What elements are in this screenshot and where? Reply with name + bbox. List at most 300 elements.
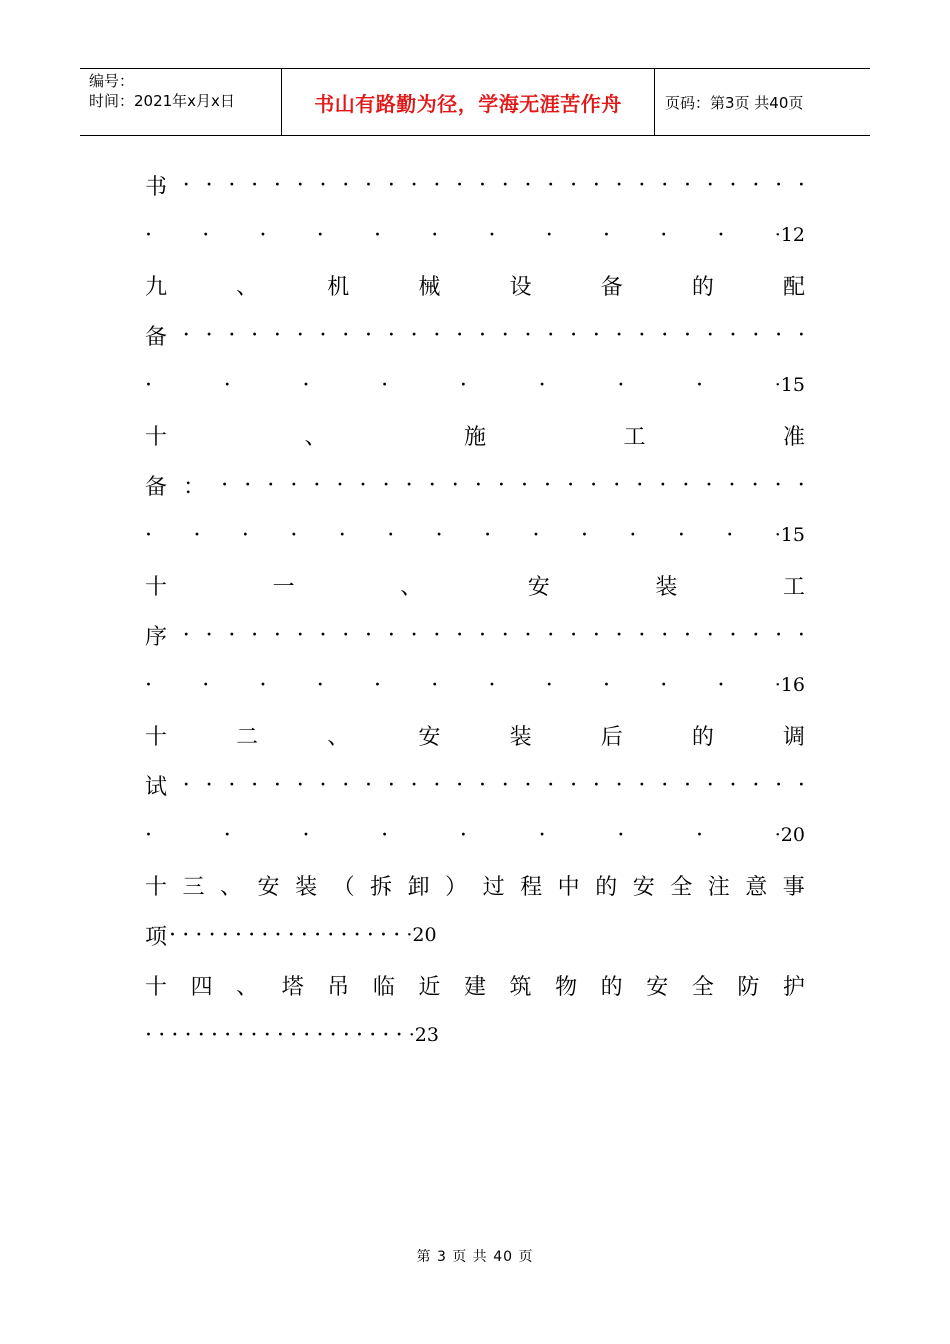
toc-leader-dot: · xyxy=(205,172,213,198)
toc-leader-dot: · xyxy=(353,922,361,948)
toc-leader-dot: · xyxy=(182,172,190,198)
toc-char: 安 xyxy=(632,874,655,900)
toc-leader-dot: · xyxy=(547,172,555,198)
toc-leader-dot: · xyxy=(259,222,267,248)
toc-leader-dot: · xyxy=(319,622,327,648)
toc-leader-dot: · xyxy=(797,172,805,198)
toc-line xyxy=(145,510,805,560)
toc-leader-dot: · xyxy=(474,472,482,498)
toc-leader-dot: · xyxy=(613,472,621,498)
toc-leader-dot: · xyxy=(501,322,509,348)
toc-leader-dot: · xyxy=(729,622,737,648)
toc-char: 调 xyxy=(782,724,805,750)
toc-leader-dot: · xyxy=(182,322,190,348)
toc-leader-dot: · xyxy=(329,1022,337,1048)
toc-leader-dot: · xyxy=(478,622,486,648)
toc-page-number: ·15 xyxy=(774,524,805,546)
toc-leader-dot: · xyxy=(545,672,553,698)
toc-leader-dot: · xyxy=(752,622,760,648)
toc-leader-dot: · xyxy=(478,172,486,198)
toc-leader-dot: · xyxy=(182,772,190,798)
toc-leader-dot: · xyxy=(393,922,401,948)
toc-leader-dot: · xyxy=(478,322,486,348)
page-footer xyxy=(0,1246,950,1266)
toc-leader-dot: · xyxy=(342,322,350,348)
toc-leader-dot: · xyxy=(202,672,210,698)
toc-leader-dot: · xyxy=(603,672,610,698)
toc-leader-dot: · xyxy=(683,772,691,798)
toc-leader-dot: · xyxy=(228,772,236,798)
toc-leader-dot: · xyxy=(182,922,190,948)
toc-leader-dot: · xyxy=(365,322,373,348)
toc-leader-dot: · xyxy=(797,322,805,348)
toc-leader-dot: · xyxy=(267,472,275,498)
toc-leader-dot: · xyxy=(706,622,714,648)
toc-leader-dot: · xyxy=(547,622,555,648)
toc-leader-dot: · xyxy=(195,922,203,948)
toc-leader-dot: · xyxy=(359,472,367,498)
toc-char: 工 xyxy=(782,574,805,600)
toc-leader-dot: · xyxy=(661,622,669,648)
toc-leader-dot: · xyxy=(752,172,760,198)
toc-leader-dot: · xyxy=(261,922,269,948)
toc-char: 二 xyxy=(236,724,259,750)
toc-char: 序 xyxy=(145,624,168,650)
toc-line xyxy=(145,560,805,610)
toc-leader-dot: · xyxy=(677,522,685,548)
toc-leader-dot: · xyxy=(751,472,759,498)
toc-leader-dot: · xyxy=(273,322,281,348)
toc-leader-dot: · xyxy=(365,172,373,198)
toc-char: 机 xyxy=(327,274,350,300)
toc-leader-dot: · xyxy=(316,222,324,248)
toc-char: ） xyxy=(445,874,468,900)
toc-char: 安 xyxy=(527,574,550,600)
toc-char: 筑 xyxy=(509,974,532,1000)
toc-leader-dot: · xyxy=(380,922,388,948)
toc-leader-dot: · xyxy=(497,472,505,498)
toc-leader-dot: · xyxy=(405,472,413,498)
toc-leader-dot: · xyxy=(237,1022,245,1048)
toc-line xyxy=(145,410,805,460)
toc-leader-dot: · xyxy=(501,772,509,798)
toc-leader-dot: · xyxy=(615,172,623,198)
toc-char: 程 xyxy=(520,874,543,900)
toc-leader-dot: · xyxy=(451,472,459,498)
toc-char: 装 xyxy=(655,574,678,600)
toc-leader-dot: · xyxy=(248,922,256,948)
toc-leader-dot: · xyxy=(428,472,436,498)
toc-leader-dot: · xyxy=(729,322,737,348)
toc-leader-dot: · xyxy=(797,622,805,648)
header-info-cell xyxy=(80,69,282,135)
toc-char: 的 xyxy=(691,274,714,300)
toc-char: 安 xyxy=(257,874,280,900)
toc-leader-dot: · xyxy=(287,922,295,948)
toc-leader-dot: · xyxy=(273,772,281,798)
toc-leader-dot: · xyxy=(775,172,783,198)
toc-char: ： xyxy=(183,474,206,500)
toc-char: 过 xyxy=(482,874,505,900)
toc-line xyxy=(145,160,805,210)
toc-leader-dot: · xyxy=(775,772,783,798)
toc-char: 项 xyxy=(145,924,168,950)
toc-char: 近 xyxy=(418,974,441,1000)
toc-page-number: ·20 xyxy=(774,824,805,846)
toc-char: 、 xyxy=(220,874,243,900)
toc-leader-dot: · xyxy=(717,672,725,698)
toc-leader-dot: · xyxy=(387,322,395,348)
toc-leader-dot: · xyxy=(273,622,281,648)
toc-leader-dot: · xyxy=(274,922,282,948)
header-page-label: 页码：第3页 共40页 xyxy=(665,93,804,112)
toc-leader-dot: · xyxy=(706,172,714,198)
header-motto-cell xyxy=(282,69,655,135)
table-of-contents xyxy=(145,160,805,1060)
toc-leader-dot: · xyxy=(660,672,668,698)
toc-leader-dot: · xyxy=(696,822,704,848)
toc-char: 安 xyxy=(418,724,441,750)
toc-leader-dot: · xyxy=(342,622,350,648)
toc-leader-dot: · xyxy=(488,672,496,698)
toc-leader-dot: · xyxy=(145,672,152,698)
toc-leader-dot: · xyxy=(395,1022,403,1048)
toc-leader-dot: · xyxy=(387,172,395,198)
toc-leader-dot: · xyxy=(545,222,553,248)
toc-leader-dot: · xyxy=(250,1022,258,1048)
toc-leader-dot: · xyxy=(182,622,190,648)
toc-leader-dot: · xyxy=(387,772,395,798)
toc-leader-dot: · xyxy=(251,772,259,798)
toc-leader-dot: · xyxy=(382,1022,390,1048)
toc-leader-dot: · xyxy=(296,622,304,648)
toc-page-number: ·23 xyxy=(408,1024,439,1046)
toc-leader-dot: · xyxy=(342,1022,350,1048)
toc-leader-dot: · xyxy=(638,622,646,648)
toc-leader-dot: · xyxy=(636,472,644,498)
toc-char: 、 xyxy=(236,274,259,300)
toc-leader-dot: · xyxy=(319,772,327,798)
toc-leader-dot: · xyxy=(615,322,623,348)
toc-char: 的 xyxy=(595,874,618,900)
toc-leader-dot: · xyxy=(501,622,509,648)
toc-leader-dot: · xyxy=(547,322,555,348)
toc-line xyxy=(145,660,805,710)
toc-leader-dot: · xyxy=(208,922,216,948)
toc-leader-dot: · xyxy=(484,522,492,548)
toc-leader-dot: · xyxy=(381,822,389,848)
toc-char: 九 xyxy=(145,274,168,300)
toc-leader-dot: · xyxy=(752,772,760,798)
toc-leader-dot: · xyxy=(431,672,439,698)
toc-char: 备 xyxy=(145,474,168,500)
toc-leader-dot: · xyxy=(290,472,298,498)
toc-leader-dot: · xyxy=(592,172,600,198)
toc-leader-dot: · xyxy=(276,1022,284,1048)
toc-leader-dot: · xyxy=(251,172,259,198)
toc-leader-dot: · xyxy=(478,772,486,798)
toc-char: 十 xyxy=(145,974,168,1000)
toc-leader-dot: · xyxy=(210,1022,218,1048)
toc-leader-dot: · xyxy=(197,1022,205,1048)
toc-leader-dot: · xyxy=(202,222,210,248)
toc-leader-dot: · xyxy=(296,772,304,798)
toc-leader-dot: · xyxy=(316,672,324,698)
toc-leader-dot: · xyxy=(431,222,439,248)
toc-char: 十 xyxy=(145,574,168,600)
toc-char: 全 xyxy=(691,974,714,1000)
toc-leader-dot: · xyxy=(228,622,236,648)
toc-leader-dot: · xyxy=(319,322,327,348)
toc-leader-dot: · xyxy=(456,622,464,648)
toc-char: 全 xyxy=(670,874,693,900)
toc-leader-dot: · xyxy=(717,222,725,248)
toc-leader-dot: · xyxy=(374,672,381,698)
toc-char: 注 xyxy=(707,874,730,900)
toc-char: 吊 xyxy=(327,974,350,1000)
toc-leader-dot: · xyxy=(661,322,669,348)
toc-leader-dot: · xyxy=(251,322,259,348)
toc-char: 、 xyxy=(304,424,327,450)
toc-leader-dot: · xyxy=(638,772,646,798)
toc-char: 事 xyxy=(782,874,805,900)
toc-leader-dot: · xyxy=(365,622,373,648)
toc-leader-dot: · xyxy=(296,322,304,348)
toc-leader-dot: · xyxy=(369,1022,377,1048)
toc-leader-dot: · xyxy=(706,322,714,348)
toc-char: 、 xyxy=(327,724,350,750)
toc-leader-dot: · xyxy=(459,822,467,848)
toc-leader-dot: · xyxy=(683,622,691,648)
toc-leader-dot: · xyxy=(273,172,281,198)
toc-leader-dot: · xyxy=(459,372,467,398)
toc-leader-dot: · xyxy=(336,472,344,498)
toc-leader-dot: · xyxy=(456,172,464,198)
toc-leader-dot: · xyxy=(365,772,373,798)
toc-leader-dot: · xyxy=(205,622,213,648)
toc-leader-dot: · xyxy=(682,472,690,498)
toc-leader-dot: · xyxy=(387,622,395,648)
toc-leader-dot: · xyxy=(259,672,267,698)
toc-leader-dot: · xyxy=(775,622,783,648)
toc-leader-dot: · xyxy=(205,772,213,798)
toc-leader-dot: · xyxy=(433,172,441,198)
toc-leader-dot: · xyxy=(356,1022,363,1048)
toc-leader-dot: · xyxy=(729,172,737,198)
toc-leader-dot: · xyxy=(313,472,321,498)
toc-leader-dot: · xyxy=(638,172,646,198)
toc-line xyxy=(145,610,805,660)
toc-leader-dot: · xyxy=(263,1022,271,1048)
toc-char: 备 xyxy=(145,324,168,350)
toc-leader-dot: · xyxy=(228,172,236,198)
toc-leader-dot: · xyxy=(683,172,691,198)
toc-line xyxy=(145,810,805,860)
code-label: 编号： xyxy=(89,72,135,90)
toc-leader-dot: · xyxy=(366,922,374,948)
toc-leader-dot: · xyxy=(660,222,668,248)
toc-char: 三 xyxy=(182,874,205,900)
toc-char: 装 xyxy=(295,874,318,900)
toc-leader-dot: · xyxy=(547,772,555,798)
toc-char: 试 xyxy=(145,774,168,800)
toc-leader-dot: · xyxy=(228,322,236,348)
toc-char: 、 xyxy=(400,574,423,600)
toc-leader-dot: · xyxy=(290,522,298,548)
toc-leader-dot: · xyxy=(729,772,737,798)
toc-leader-dot: · xyxy=(629,522,637,548)
toc-char: 物 xyxy=(555,974,578,1000)
toc-leader-dot: · xyxy=(538,372,546,398)
toc-leader-dot: · xyxy=(538,822,546,848)
toc-char: 十 xyxy=(145,874,168,900)
toc-leader-dot: · xyxy=(223,822,231,848)
toc-leader-dot: · xyxy=(433,772,441,798)
toc-leader-dot: · xyxy=(169,922,177,948)
toc-leader-dot: · xyxy=(241,522,249,548)
toc-leader-dot: · xyxy=(567,472,575,498)
toc-leader-dot: · xyxy=(659,472,667,498)
toc-leader-dot: · xyxy=(570,622,578,648)
toc-page-number: ·12 xyxy=(774,224,805,246)
toc-char: （ xyxy=(332,874,355,900)
toc-leader-dot: · xyxy=(290,1022,298,1048)
page-header xyxy=(80,68,870,136)
toc-leader-dot: · xyxy=(638,322,646,348)
toc-char: 建 xyxy=(463,974,486,1000)
toc-leader-dot: · xyxy=(524,622,532,648)
toc-leader-dot: · xyxy=(456,772,464,798)
toc-page-number: ·15 xyxy=(774,374,805,396)
toc-leader-dot: · xyxy=(410,622,418,648)
toc-leader-dot: · xyxy=(774,472,782,498)
toc-leader-dot: · xyxy=(435,522,443,548)
toc-leader-dot: · xyxy=(797,472,805,498)
toc-line xyxy=(145,1010,805,1060)
toc-char: 配 xyxy=(782,274,805,300)
toc-leader-dot: · xyxy=(381,372,389,398)
toc-leader-dot: · xyxy=(300,922,308,948)
toc-leader-dot: · xyxy=(520,472,528,498)
toc-char: 械 xyxy=(418,274,441,300)
toc-char: 拆 xyxy=(370,874,393,900)
toc-leader-dot: · xyxy=(221,922,229,948)
toc-leader-dot: · xyxy=(726,522,734,548)
toc-line xyxy=(145,710,805,760)
toc-char: 四 xyxy=(190,974,213,1000)
toc-leader-dot: · xyxy=(374,222,381,248)
toc-leader-dot: · xyxy=(145,522,152,548)
toc-leader-dot: · xyxy=(615,772,623,798)
toc-leader-dot: · xyxy=(544,472,552,498)
toc-leader-dot: · xyxy=(221,472,229,498)
toc-char: 卸 xyxy=(407,874,430,900)
toc-leader-dot: · xyxy=(302,372,310,398)
toc-leader-dot: · xyxy=(342,172,350,198)
toc-line xyxy=(145,260,805,310)
toc-leader-dot: · xyxy=(234,922,242,948)
toc-line xyxy=(145,460,805,510)
toc-line xyxy=(145,310,805,360)
toc-leader-dot: · xyxy=(705,472,713,498)
toc-leader-dot: · xyxy=(488,222,496,248)
toc-leader-dot: · xyxy=(797,772,805,798)
toc-char: 一 xyxy=(272,574,295,600)
toc-char: 后 xyxy=(600,724,623,750)
toc-char: 中 xyxy=(557,874,580,900)
toc-leader-dot: · xyxy=(224,1022,232,1048)
toc-leader-dot: · xyxy=(590,472,598,498)
toc-leader-dot: · xyxy=(382,472,390,498)
toc-leader-dot: · xyxy=(661,172,669,198)
toc-leader-dot: · xyxy=(342,772,350,798)
toc-leader-dot: · xyxy=(223,372,231,398)
toc-leader-dot: · xyxy=(158,1022,166,1048)
toc-leader-dot: · xyxy=(603,222,610,248)
toc-line xyxy=(145,910,805,960)
toc-leader-dot: · xyxy=(696,372,704,398)
toc-leader-dot: · xyxy=(319,172,327,198)
toc-line xyxy=(145,210,805,260)
toc-leader-dot: · xyxy=(580,522,588,548)
toc-char: 的 xyxy=(691,724,714,750)
toc-leader-dot: · xyxy=(410,322,418,348)
toc-leader-dot: · xyxy=(296,172,304,198)
footer-page-number: 第 3 页 共 40 页 xyxy=(416,1249,534,1265)
toc-leader-dot: · xyxy=(205,322,213,348)
toc-leader-dot: · xyxy=(327,922,335,948)
date-label: 时间：2021年x月x日 xyxy=(89,92,235,110)
toc-leader-dot: · xyxy=(456,322,464,348)
toc-leader-dot: · xyxy=(617,822,625,848)
toc-char: 十 xyxy=(145,724,168,750)
toc-char: 临 xyxy=(372,974,395,1000)
toc-leader-dot: · xyxy=(410,172,418,198)
toc-page-number: ·20 xyxy=(406,924,437,946)
toc-char: 的 xyxy=(600,974,623,1000)
toc-leader-dot: · xyxy=(338,522,346,548)
toc-leader-dot: · xyxy=(592,622,600,648)
toc-char: 书 xyxy=(145,174,168,200)
toc-leader-dot: · xyxy=(184,1022,192,1048)
toc-leader-dot: · xyxy=(615,622,623,648)
toc-line xyxy=(145,360,805,410)
toc-char: 施 xyxy=(463,424,486,450)
toc-leader-dot: · xyxy=(303,1022,311,1048)
toc-char: 防 xyxy=(737,974,760,1000)
motto-text: 书山有路勤为径，学海无涯苦作舟 xyxy=(314,91,622,116)
toc-char: 护 xyxy=(782,974,805,1000)
toc-char: 设 xyxy=(509,274,532,300)
toc-char: 工 xyxy=(623,424,646,450)
toc-leader-dot: · xyxy=(501,172,509,198)
toc-leader-dot: · xyxy=(706,772,714,798)
toc-leader-dot: · xyxy=(251,622,259,648)
toc-leader-dot: · xyxy=(387,522,395,548)
toc-char: 备 xyxy=(600,274,623,300)
header-page-cell xyxy=(655,69,870,135)
toc-leader-dot: · xyxy=(752,322,760,348)
toc-page-number: ·16 xyxy=(774,674,805,696)
toc-leader-dot: · xyxy=(592,322,600,348)
toc-leader-dot: · xyxy=(570,322,578,348)
toc-leader-dot: · xyxy=(340,922,348,948)
toc-leader-dot: · xyxy=(316,1022,324,1048)
toc-leader-dot: · xyxy=(410,772,418,798)
toc-leader-dot: · xyxy=(193,522,201,548)
toc-leader-dot: · xyxy=(433,322,441,348)
toc-leader-dot: · xyxy=(661,772,669,798)
